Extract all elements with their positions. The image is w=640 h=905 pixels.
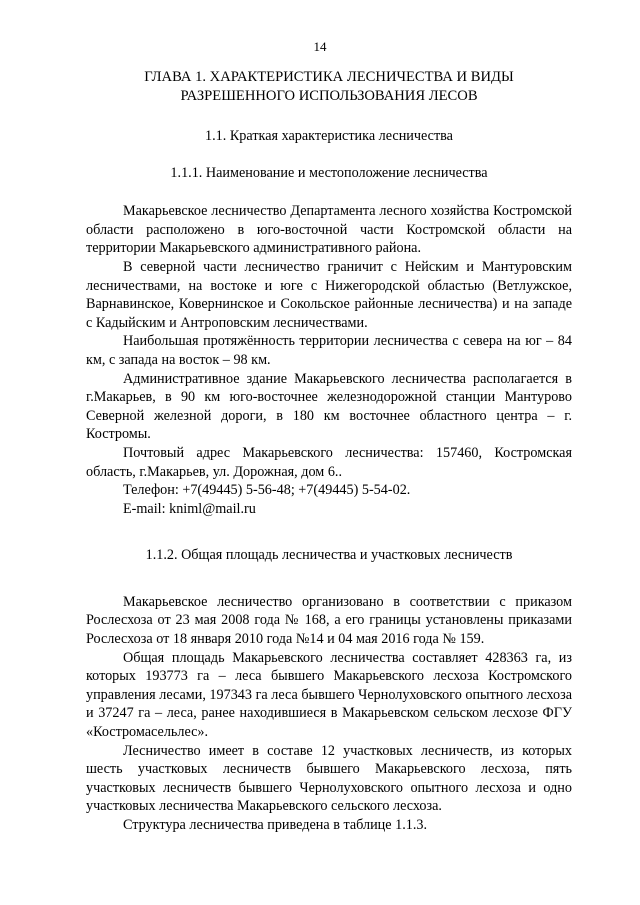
phone-numbers: Телефон: +7(49445) 5-56-48; +7(49445) 5-54-02. [123,482,411,499]
subsection-title-location: 1.1.1. Наименование и местоположение лесничества [170,164,488,181]
email-address: E-mail: kniml@mail.ru [123,500,256,517]
chapter-title-line-1: ГЛАВА 1. ХАРАКТЕРИСТИКА ЛЕСНИЧЕСТВА И ВИДЫ [144,69,514,85]
paragraph: Макарьевское лесничество организовано в соответствии с приказом Рослесхоза от 23 мая 2008 года № 168, а его границы установлены приказами Рослесхоза от 18 января 2010 года №14 и 04 мая 2016 года № 159. [86,593,572,648]
paragraph: Общая площадь Макарьевского лесничества составляет 428363 га, из которых 193773 га – леса бывшего Макарьевского лесхоза Костромского управления лесами, 197343 га леса бывшего Чернолуховского опытного лесхоза и 37247 га – леса, ранее находившиеся в Макарьевском сельском лесхозе ФГУ «Костромасельлес». [86,649,572,741]
paragraph: Административное здание Макарьевского лесничества располагается в г.Макарьев, в 90 км юго-восточнее железнодорожной станции Мантурово Северной железной дороги, в 180 км восточнее областного центра – г. Костромы. [86,370,572,443]
paragraph: Структура лесничества приведена в таблице 1.1.3. [123,817,428,833]
paragraph: Наибольшая протяжённость территории лесничества с севера на юг – 84 км, с запада на восток – 98 км. [86,333,572,368]
chapter-title-line-2: РАЗРЕШЕННОГО ИСПОЛЬЗОВАНИЯ ЛЕСОВ [180,88,478,104]
section-title: 1.1. Краткая характеристика лесничества [205,128,453,144]
paragraph: Макарьевское лесничество Департамента лесного хозяйства Костромской области расположено в юго-восточной части Костромской области на территории Макарьевского административного района. [86,203,572,257]
subsection-title-area: 1.1.2. Общая площадь лесничества и участковых лесничеств [145,547,513,564]
postal-address: Почтовый адрес Макарьевского лесничества: 157460, Костромская область, г.Макарьев, ул. Дорожная, дом 6.. [86,444,572,480]
area-paragraphs [86,593,572,835]
location-paragraphs [86,202,572,518]
page-number: 14 [313,39,327,54]
paragraph: В северной части лесничество граничит с Нейским и Мантуровским лесничествами, на востоке и юге с Нижегородской областью (Ветлужское, Варнавинское, Ковернинское и Сокольское районные лесничества) и на западе с Кадыйским и Антроповским лесничествами. [86,258,572,331]
paragraph: Лесничество имеет в составе 12 участковых лесничеств, из которых шесть участковых лесничеств бывшего Макарьевского лесхоза, пять участковых лесничеств бывшего Чернолуховского опытного лесхоза и одно участковых лесничества Макарьевского сельского лесхоза. [86,742,572,815]
